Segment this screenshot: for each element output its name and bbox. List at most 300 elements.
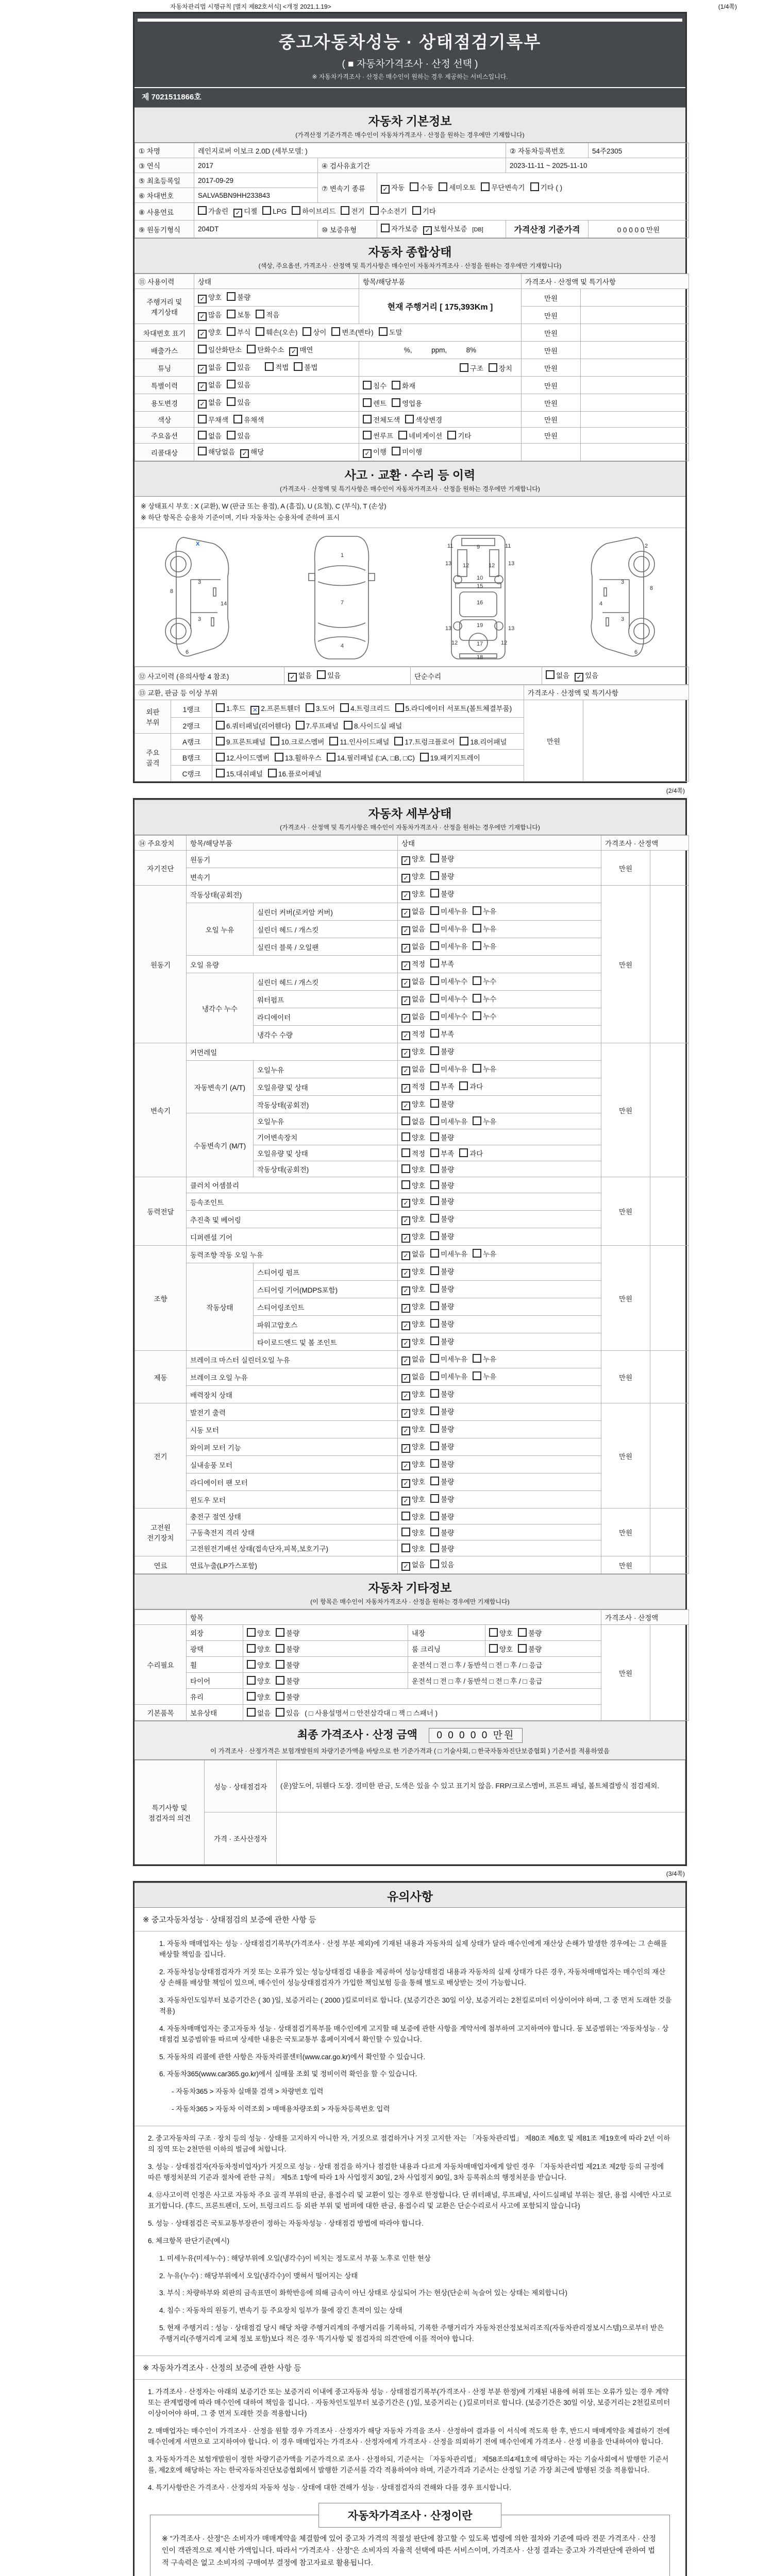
checkbox[interactable] bbox=[227, 292, 236, 301]
price-cell: 만원 bbox=[601, 1177, 650, 1246]
checkbox[interactable] bbox=[430, 1319, 439, 1328]
checkbox[interactable]: ✓ bbox=[401, 1304, 410, 1313]
emission-values: %, ppm, 8% bbox=[359, 342, 522, 359]
checkbox[interactable]: ✓ bbox=[401, 1357, 410, 1365]
oil-level-checks bbox=[398, 956, 601, 973]
checkbox[interactable]: ✓ bbox=[401, 979, 410, 988]
checkbox[interactable] bbox=[430, 1180, 439, 1189]
check-option bbox=[247, 1643, 271, 1654]
checkbox[interactable] bbox=[430, 1459, 439, 1468]
checkbox[interactable] bbox=[398, 431, 407, 439]
checkbox[interactable]: ✓ bbox=[401, 996, 410, 1005]
check-option bbox=[430, 1371, 467, 1381]
basic-items-group: 기본품목 bbox=[135, 1705, 187, 1721]
check-label: 8.사이드실 패널 bbox=[354, 722, 402, 731]
fuel-label: ⑧ 사용연료 bbox=[135, 203, 194, 221]
checkbox[interactable] bbox=[275, 753, 283, 761]
check-label: 보통 bbox=[237, 311, 251, 319]
checkbox[interactable] bbox=[447, 431, 456, 439]
hold-state-checks bbox=[243, 1705, 601, 1721]
checkbox[interactable] bbox=[518, 1644, 527, 1653]
checkbox[interactable] bbox=[430, 1371, 439, 1380]
checkbox[interactable] bbox=[247, 1708, 256, 1717]
checkbox[interactable] bbox=[430, 1528, 439, 1536]
checkbox[interactable] bbox=[473, 924, 481, 933]
checkbox[interactable] bbox=[430, 906, 439, 915]
checkbox[interactable] bbox=[340, 703, 349, 712]
checkbox[interactable] bbox=[460, 363, 468, 372]
panel-number: 13 bbox=[508, 625, 515, 632]
check-label: 불량 bbox=[441, 855, 455, 863]
check-option bbox=[341, 206, 364, 216]
checkbox[interactable] bbox=[430, 1389, 439, 1398]
checkbox[interactable] bbox=[262, 206, 271, 215]
checkbox[interactable]: ✓ bbox=[401, 1199, 410, 1208]
checkbox[interactable] bbox=[247, 1628, 256, 1637]
final-price-label: 최종 가격조사 · 산정 금액 bbox=[297, 1729, 417, 1741]
checkbox[interactable]: ✓ bbox=[401, 1101, 410, 1110]
check-option bbox=[256, 309, 279, 319]
checkbox[interactable]: ✓ bbox=[401, 1031, 410, 1040]
checkbox[interactable] bbox=[459, 1081, 468, 1090]
checkbox[interactable] bbox=[518, 1628, 527, 1637]
transmission-checks bbox=[377, 173, 689, 203]
checkbox[interactable] bbox=[473, 1011, 481, 1020]
checkbox[interactable] bbox=[296, 721, 305, 730]
checkbox[interactable] bbox=[271, 737, 279, 745]
checkbox[interactable] bbox=[247, 1660, 256, 1669]
check-label: 17.트렁크플로어 bbox=[405, 738, 455, 747]
checkbox[interactable] bbox=[430, 1081, 439, 1090]
check-label: 적법 bbox=[275, 364, 289, 371]
check-label: 불량 bbox=[441, 1182, 455, 1190]
check-label: 없음 bbox=[412, 1250, 426, 1259]
recall-row-label: 리콜대상 bbox=[135, 444, 194, 461]
checkbox[interactable]: ✓ bbox=[401, 1066, 410, 1075]
checkbox[interactable] bbox=[430, 1214, 439, 1223]
checkbox[interactable] bbox=[481, 182, 490, 191]
check-option bbox=[401, 1116, 425, 1126]
checkbox[interactable] bbox=[247, 1676, 256, 1685]
exchange-section-label: ⑬ 교환, 판금 등 이상 부위 bbox=[135, 685, 524, 700]
checkbox[interactable] bbox=[430, 1406, 439, 1415]
check-label: 화재 bbox=[402, 382, 416, 390]
checkbox[interactable]: ✓ bbox=[401, 1479, 410, 1488]
checkbox[interactable] bbox=[430, 924, 439, 933]
check-label: 없음 bbox=[208, 432, 222, 440]
checkbox[interactable] bbox=[489, 1644, 498, 1653]
option-row-label: 주요옵션 bbox=[135, 428, 194, 444]
check-option bbox=[401, 1248, 425, 1260]
check-option bbox=[379, 327, 402, 337]
checkbox[interactable]: ✓ bbox=[198, 365, 207, 374]
checkbox[interactable] bbox=[430, 1116, 439, 1125]
oil-level: 오일 유량 bbox=[187, 956, 398, 973]
check-label: 미세누유 bbox=[441, 1065, 468, 1074]
checkbox[interactable] bbox=[430, 1284, 439, 1293]
checkbox[interactable]: ✓ bbox=[401, 1339, 410, 1348]
checkbox[interactable] bbox=[430, 1354, 439, 1363]
checkbox[interactable]: ✓ bbox=[198, 400, 207, 409]
check-label: 양호 bbox=[257, 1630, 271, 1638]
checkbox[interactable]: ✓ bbox=[401, 1269, 410, 1278]
checkbox[interactable] bbox=[430, 1164, 439, 1173]
checkbox[interactable] bbox=[401, 1148, 410, 1157]
checkbox[interactable] bbox=[276, 1660, 284, 1669]
checkbox[interactable] bbox=[430, 1442, 439, 1450]
checkbox[interactable] bbox=[331, 327, 340, 336]
checkbox[interactable] bbox=[430, 1301, 439, 1310]
check-label: 일산화탄소 bbox=[208, 346, 242, 354]
checkbox[interactable]: ✓ bbox=[401, 856, 410, 865]
check-label: 불량 bbox=[528, 1630, 542, 1638]
checkbox[interactable] bbox=[327, 753, 335, 761]
check-label: 하이브리드 bbox=[302, 208, 336, 215]
checkbox[interactable] bbox=[317, 670, 326, 679]
checkbox[interactable] bbox=[276, 1644, 284, 1653]
checkbox[interactable]: ✓ bbox=[401, 1409, 410, 1418]
checkbox[interactable] bbox=[227, 310, 236, 318]
checkbox[interactable] bbox=[401, 1528, 410, 1536]
ps-oil-leak: 동력조향 작동 오일 누유 bbox=[187, 1246, 398, 1263]
checkbox[interactable] bbox=[546, 670, 554, 679]
checkbox[interactable] bbox=[530, 182, 539, 191]
check-label: 수소전기 bbox=[380, 208, 407, 215]
check-option bbox=[370, 206, 407, 216]
check-label: 3.도어 bbox=[315, 705, 335, 713]
engine-type-label: ⑨ 원동기형식 bbox=[135, 221, 194, 238]
checkbox[interactable]: ✓ bbox=[401, 961, 410, 970]
outer-panel-group: 외판 부위 bbox=[135, 700, 171, 734]
checkbox[interactable] bbox=[430, 1231, 439, 1240]
page-number-2: (2/4쪽) bbox=[666, 787, 685, 795]
checkbox[interactable]: ✓ bbox=[401, 1234, 410, 1243]
checkbox[interactable]: ✓ bbox=[240, 449, 249, 458]
checkbox[interactable] bbox=[430, 959, 439, 968]
checkbox[interactable]: ✓ bbox=[401, 1562, 410, 1571]
check-label: 11.인사이드패널 bbox=[340, 738, 390, 747]
panel-number: 12 bbox=[489, 563, 495, 569]
checkbox[interactable]: ✓ bbox=[401, 1216, 410, 1225]
tierod-checks bbox=[398, 1333, 601, 1351]
check-label: 없음 bbox=[412, 1065, 426, 1074]
checkbox[interactable]: ✓ bbox=[401, 1321, 410, 1330]
checkbox[interactable] bbox=[276, 1708, 284, 1717]
checkbox[interactable] bbox=[216, 703, 225, 712]
checkbox[interactable]: ✓ bbox=[198, 330, 207, 338]
checkbox[interactable] bbox=[392, 381, 400, 389]
tuning-checks bbox=[194, 359, 359, 377]
battery-isolation: 구동축전지 격리 상태 bbox=[187, 1524, 398, 1540]
checkbox[interactable] bbox=[401, 1544, 410, 1552]
check-option bbox=[430, 1098, 454, 1109]
checkbox[interactable]: ✓ bbox=[198, 295, 207, 303]
checkbox[interactable] bbox=[256, 310, 264, 318]
checkbox[interactable] bbox=[430, 1266, 439, 1275]
check-option bbox=[247, 1659, 271, 1670]
check-option bbox=[256, 327, 297, 337]
checkbox[interactable] bbox=[276, 1676, 284, 1685]
comprehensive-subtitle: (색상, 주요옵션, 가격조사 · 산정액 및 특기사항은 매수인이 자동차가격조사 · 산정을 원하는 경우에만 기재합니다) bbox=[258, 262, 562, 269]
panel-number: 8 bbox=[650, 585, 653, 592]
check-label: 가솔린 bbox=[208, 208, 229, 215]
car-diagram-left-side bbox=[162, 532, 248, 662]
checkbox[interactable] bbox=[489, 1628, 498, 1637]
checkbox[interactable] bbox=[430, 976, 439, 985]
checkbox[interactable] bbox=[473, 1064, 481, 1073]
check-option bbox=[392, 446, 422, 456]
checkbox[interactable]: ✓ bbox=[198, 312, 207, 321]
check-option bbox=[401, 1353, 425, 1365]
checkbox[interactable] bbox=[265, 362, 274, 371]
checkbox[interactable] bbox=[401, 1116, 410, 1125]
price-cell: 만원 bbox=[522, 307, 581, 324]
checkbox[interactable]: ✓ bbox=[575, 673, 583, 682]
wiper-motor: 와이퍼 모터 기능 bbox=[187, 1438, 398, 1456]
checkbox[interactable] bbox=[329, 737, 338, 745]
checkbox[interactable] bbox=[430, 1560, 439, 1568]
mt-oil-leak: 오일누유 bbox=[254, 1113, 398, 1129]
checkbox[interactable] bbox=[294, 362, 303, 371]
checkbox[interactable] bbox=[227, 362, 236, 371]
checkbox[interactable] bbox=[276, 1628, 284, 1637]
checkbox[interactable] bbox=[430, 941, 439, 950]
check-label: 적정 bbox=[412, 960, 426, 969]
rank2-label: 2랭크 bbox=[171, 718, 212, 734]
check-option bbox=[363, 446, 386, 458]
checkbox[interactable] bbox=[247, 1644, 256, 1653]
checkbox[interactable] bbox=[216, 769, 225, 777]
special-history-row-label: 특별이력 bbox=[135, 377, 194, 394]
check-option bbox=[405, 414, 442, 425]
checkbox[interactable] bbox=[401, 1164, 410, 1173]
checkbox[interactable] bbox=[473, 941, 481, 950]
checkbox[interactable] bbox=[473, 1354, 481, 1363]
checkbox[interactable] bbox=[276, 1692, 284, 1701]
check-label: 불량 bbox=[441, 873, 455, 881]
checkbox[interactable] bbox=[381, 224, 390, 232]
checkbox[interactable] bbox=[430, 1148, 439, 1157]
checkbox[interactable]: ✓ bbox=[401, 1014, 410, 1023]
checkbox[interactable] bbox=[292, 206, 300, 215]
checkbox[interactable] bbox=[439, 182, 447, 191]
checkbox[interactable] bbox=[216, 721, 225, 730]
checkbox[interactable] bbox=[227, 397, 236, 406]
notice-item: 3. 자동차인도일부터 보증기간은 ( 30 )일, 보증거리는 ( 2000 )킬로미터로 합니다. (보증기간은 30일 이상, 보증거리는 2천킬로미터 이상이어야 하며, 그 중 먼저 도래한 것을 적용) bbox=[159, 1996, 672, 2015]
price-cell: 만원 bbox=[522, 324, 581, 342]
check-label: 양호 bbox=[412, 855, 426, 863]
checkbox[interactable]: ✓ bbox=[401, 1462, 410, 1470]
check-option bbox=[401, 1132, 425, 1142]
checkbox[interactable]: ✓ bbox=[381, 185, 390, 194]
panel-number: 13 bbox=[445, 625, 452, 632]
year-label: ③ 연식 bbox=[135, 158, 194, 173]
checkbox[interactable]: ✓ bbox=[401, 1392, 410, 1400]
checkbox[interactable] bbox=[394, 737, 403, 745]
checkbox[interactable] bbox=[198, 206, 207, 215]
check-label: 16.플로어패널 bbox=[278, 770, 322, 778]
check-option bbox=[430, 1266, 454, 1276]
checkbox[interactable]: ✓ bbox=[401, 1251, 410, 1260]
checkbox[interactable] bbox=[430, 1424, 439, 1433]
checkbox[interactable] bbox=[473, 976, 481, 985]
wheel-label: 휠 bbox=[187, 1657, 243, 1673]
checkbox[interactable]: ✕ bbox=[250, 706, 259, 715]
checkbox[interactable] bbox=[410, 182, 418, 191]
checkbox[interactable] bbox=[198, 431, 207, 439]
checkbox[interactable] bbox=[430, 994, 439, 1003]
check-option bbox=[473, 993, 496, 1004]
checkbox[interactable]: ✓ bbox=[423, 226, 432, 235]
checkbox[interactable] bbox=[473, 906, 481, 915]
checkbox[interactable] bbox=[395, 703, 404, 712]
checkbox[interactable] bbox=[430, 1011, 439, 1020]
electric-group: 전기 bbox=[135, 1403, 187, 1509]
check-option bbox=[430, 941, 467, 951]
checkbox[interactable] bbox=[430, 1064, 439, 1073]
check-label: 미세누유 bbox=[441, 1373, 468, 1381]
checkbox[interactable] bbox=[256, 327, 264, 336]
checkbox[interactable] bbox=[430, 871, 439, 880]
checkbox[interactable] bbox=[392, 447, 400, 455]
checkbox[interactable] bbox=[363, 431, 372, 439]
checkbox[interactable] bbox=[473, 1371, 481, 1380]
checkbox[interactable] bbox=[420, 753, 429, 761]
check-label: 미세누유 bbox=[441, 943, 468, 951]
checkbox[interactable]: ✓ bbox=[401, 1444, 410, 1453]
checkbox[interactable] bbox=[430, 1099, 439, 1108]
panel-number: 11 bbox=[505, 543, 511, 550]
check-label: 양호 bbox=[412, 1320, 426, 1329]
checkbox[interactable]: ✓ bbox=[401, 1374, 410, 1383]
check-label: 불량 bbox=[441, 1166, 455, 1174]
panel-number: 3 bbox=[621, 616, 625, 623]
checkbox[interactable] bbox=[405, 415, 414, 423]
checkbox[interactable] bbox=[401, 1132, 410, 1141]
checkbox[interactable] bbox=[430, 854, 439, 862]
checkbox[interactable] bbox=[459, 1148, 468, 1157]
check-option bbox=[489, 1628, 513, 1638]
remark-cell bbox=[581, 359, 689, 377]
checkbox[interactable] bbox=[306, 703, 314, 712]
checkbox[interactable] bbox=[430, 1477, 439, 1485]
checkbox[interactable]: ✓ bbox=[401, 1427, 410, 1435]
highvolt-group: 고전원 전기장치 bbox=[135, 1509, 187, 1556]
checkbox[interactable]: ✓ bbox=[401, 1497, 410, 1505]
checkbox[interactable] bbox=[473, 1116, 481, 1125]
checkbox[interactable]: ✓ bbox=[363, 449, 372, 458]
checkbox[interactable] bbox=[247, 345, 256, 353]
checkbox[interactable] bbox=[303, 327, 311, 336]
selfdiag-engine: 원동기 bbox=[187, 851, 398, 868]
check-label: 누수 bbox=[483, 1013, 497, 1021]
checkbox[interactable]: ✓ bbox=[401, 891, 410, 900]
checkbox[interactable] bbox=[363, 381, 372, 389]
checkbox[interactable]: ✓ bbox=[401, 874, 410, 883]
checkbox[interactable] bbox=[370, 206, 379, 215]
checkbox[interactable] bbox=[341, 206, 349, 215]
checkbox[interactable]: ✓ bbox=[288, 673, 297, 682]
check-option bbox=[401, 923, 425, 935]
checkbox[interactable] bbox=[412, 206, 421, 215]
checkbox[interactable] bbox=[379, 327, 388, 336]
checkbox[interactable] bbox=[198, 447, 207, 455]
checkbox[interactable] bbox=[363, 398, 372, 407]
checkbox[interactable] bbox=[430, 1544, 439, 1552]
checkbox[interactable] bbox=[430, 1512, 439, 1520]
selfdiag-engine-checks bbox=[398, 851, 601, 868]
checkbox[interactable]: ✓ bbox=[401, 944, 410, 953]
checkbox[interactable]: ✓ bbox=[233, 209, 242, 217]
checkbox[interactable] bbox=[216, 737, 225, 745]
price-cell: 만원 bbox=[522, 412, 581, 428]
check-option bbox=[198, 327, 222, 338]
exchange-panel-table bbox=[135, 685, 689, 782]
checkbox[interactable] bbox=[473, 994, 481, 1003]
checkbox[interactable] bbox=[227, 327, 236, 336]
checkbox[interactable]: ✓ bbox=[289, 347, 298, 356]
checkbox[interactable] bbox=[430, 889, 439, 897]
check-option bbox=[198, 206, 228, 216]
checkbox[interactable] bbox=[489, 363, 497, 372]
checkbox[interactable] bbox=[344, 721, 352, 730]
notice-item: 3. 성능 · 상태점검자(자동차정비업자)가 거짓으로 성능 · 상태 점검을 하거나 점검한 내용과 다르게 자동차매매업자에게 알린 경우 「자동차관리법 제21조 제2항 등의 규정에 따른 행정처분의 기준과 절차에 관한 규칙」 제5조 1항에 따라 1차 사업정지 30일, 2차 사업정지 90일, 3차 등록취소의 행정처분을 받습니다. bbox=[148, 2163, 664, 2182]
checkbox[interactable] bbox=[401, 1512, 410, 1520]
checkbox[interactable]: ✓ bbox=[401, 1049, 410, 1058]
check-label: 누유 bbox=[483, 1355, 497, 1364]
checkbox[interactable] bbox=[363, 415, 372, 423]
at-oil-leak: 오일누유 bbox=[254, 1061, 398, 1078]
checkbox[interactable]: ✓ bbox=[401, 909, 410, 918]
checkbox[interactable] bbox=[430, 1494, 439, 1503]
checkbox[interactable]: ✓ bbox=[401, 926, 410, 935]
check-label: 부족 bbox=[441, 1030, 455, 1039]
checkbox[interactable] bbox=[198, 345, 207, 353]
price-cell: 만원 bbox=[601, 1246, 650, 1351]
check-label: 양호 bbox=[412, 873, 426, 881]
check-option bbox=[401, 1423, 425, 1435]
cool-cyl-head: 실린더 헤드 / 개스킷 bbox=[254, 973, 398, 991]
checkbox[interactable]: ✓ bbox=[401, 1084, 410, 1093]
checkbox[interactable] bbox=[401, 1180, 410, 1189]
checkbox[interactable] bbox=[227, 380, 236, 388]
checkbox[interactable]: ✓ bbox=[401, 1286, 410, 1295]
checkbox[interactable] bbox=[430, 1196, 439, 1205]
checkbox[interactable] bbox=[233, 415, 242, 423]
checkbox[interactable] bbox=[473, 1249, 481, 1258]
check-option bbox=[430, 1180, 454, 1190]
checkbox[interactable] bbox=[268, 769, 277, 777]
checkbox[interactable] bbox=[430, 1046, 439, 1055]
fan-motor: 라디에이터 팬 모터 bbox=[187, 1473, 398, 1491]
checkbox[interactable] bbox=[198, 415, 207, 423]
checkbox[interactable] bbox=[430, 1336, 439, 1345]
check-label: 적정 bbox=[412, 1150, 426, 1158]
checkbox[interactable] bbox=[227, 431, 236, 439]
selfdiag-trans: 변속기 bbox=[187, 868, 398, 886]
document-number: 제 7021511866호 bbox=[135, 87, 685, 106]
checkbox[interactable] bbox=[392, 398, 400, 407]
checkbox[interactable] bbox=[247, 1692, 256, 1701]
reg-no-value: 54주2305 bbox=[589, 143, 689, 158]
check-option bbox=[363, 414, 400, 425]
checkbox[interactable] bbox=[430, 1132, 439, 1141]
checkbox[interactable] bbox=[430, 1249, 439, 1258]
checkbox[interactable]: ✓ bbox=[198, 382, 207, 391]
checkbox[interactable] bbox=[460, 737, 468, 745]
checkbox[interactable] bbox=[216, 753, 225, 761]
checkbox[interactable] bbox=[430, 1029, 439, 1038]
